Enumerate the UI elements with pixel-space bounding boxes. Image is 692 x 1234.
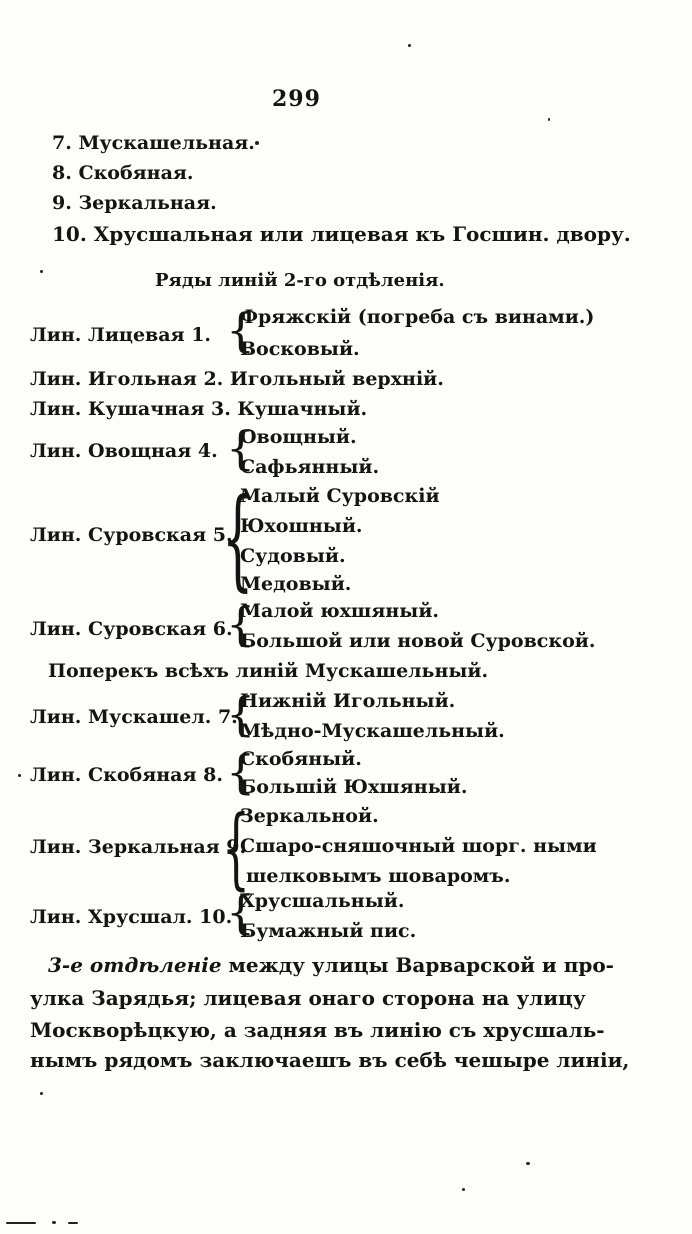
paragraph-line: улка Зарядья; лицевая онаго сторона на улицу bbox=[30, 986, 586, 1010]
section-heading: Ряды линій 2-го отдѣленія. bbox=[155, 270, 445, 291]
scan-speck bbox=[52, 1221, 56, 1224]
line-label: Лин. Кушачная 3. Кушачный. bbox=[30, 398, 368, 420]
paragraph-line bbox=[48, 953, 614, 977]
line-row: Скобяный. bbox=[240, 748, 362, 770]
brace-icon: { bbox=[226, 597, 256, 651]
line-row: Большій Юхшяный. bbox=[240, 776, 468, 798]
line-row: Нижній Игольный. bbox=[240, 690, 456, 712]
scan-speck bbox=[68, 1222, 78, 1224]
paragraph-lead: 3-е отдѣленіе bbox=[48, 953, 222, 977]
line-row: Фряжскій (погреба съ винами.) bbox=[240, 306, 595, 328]
scan-speck bbox=[40, 1092, 43, 1095]
scan-speck bbox=[18, 774, 21, 777]
line-label: Лин. Скобяная 8. bbox=[30, 764, 223, 786]
scan-speck bbox=[548, 118, 550, 121]
line-row: Юхошный. bbox=[240, 515, 363, 537]
line-label: Лин. Суровская 6. bbox=[30, 618, 233, 640]
line-label: Лин. Зеркальная 9. bbox=[30, 836, 247, 858]
paragraph-line1-rest: между улицы Варварской и про- bbox=[221, 953, 614, 977]
scan-speck bbox=[6, 1222, 36, 1224]
scan-speck bbox=[255, 141, 259, 145]
line-label: Лин. Лицевая 1. bbox=[30, 324, 212, 346]
line-row: Бумажный пис. bbox=[240, 920, 417, 942]
scan-speck bbox=[408, 44, 411, 47]
scan-speck bbox=[40, 270, 43, 273]
line-label: Лин. Мускашел. 7. bbox=[30, 706, 238, 728]
list-item: 8. Скобяная. bbox=[52, 162, 194, 184]
line-row: Хрусшальный. bbox=[240, 890, 405, 912]
line-row: Сшаро-сняшочный шорг. ными bbox=[240, 835, 597, 857]
list-item: 9. Зеркальная. bbox=[52, 192, 217, 214]
brace-icon: { bbox=[226, 885, 256, 939]
line-label: Поперекъ всѣхъ линій Мускашельный. bbox=[48, 660, 489, 682]
line-row: шелковымъ шоваромъ. bbox=[246, 865, 511, 887]
line-row: Медовый. bbox=[240, 573, 352, 595]
brace-icon: { bbox=[226, 687, 256, 741]
line-row: Сафьянный. bbox=[240, 456, 380, 478]
brace-icon: { bbox=[226, 745, 256, 799]
line-label: Лин. Игольная 2. Игольный верхній. bbox=[30, 368, 444, 390]
line-row: Малый Суровскій bbox=[240, 485, 440, 507]
brace-icon: { bbox=[226, 303, 256, 357]
list-item: 10. Хрусшальная или лицевая къ Госшин. двору. bbox=[52, 222, 631, 246]
line-row: Восковый. bbox=[240, 338, 360, 360]
brace-icon: { bbox=[222, 796, 250, 899]
line-label: Лин. Хрусшал. 10. bbox=[30, 906, 233, 928]
page-number: 299 bbox=[272, 86, 321, 112]
brace-icon: { bbox=[222, 474, 254, 602]
scan-speck bbox=[462, 1188, 465, 1191]
line-row: Зеркальной. bbox=[240, 805, 379, 827]
line-row: Большой или новой Суровской. bbox=[240, 630, 596, 652]
line-row: Малой юхшяный. bbox=[240, 600, 440, 622]
brace-icon: { bbox=[226, 421, 256, 475]
line-row: Судовый. bbox=[240, 545, 346, 567]
line-row: Овощный. bbox=[240, 426, 357, 448]
paragraph-line: нымъ рядомъ заключаешъ въ себѣ чешыре линіи, bbox=[30, 1048, 630, 1072]
list-item: 7. Мускашельная. bbox=[52, 132, 255, 154]
line-row: Мѣдно-Мускашельный. bbox=[240, 720, 505, 742]
scan-speck bbox=[526, 1162, 530, 1165]
paragraph-line: Москворѣцкую, а задняя въ линію съ хрусшаль- bbox=[30, 1018, 605, 1042]
line-label: Лин. Овощная 4. bbox=[30, 440, 218, 462]
line-label: Лин. Суровская 5. bbox=[30, 524, 233, 546]
